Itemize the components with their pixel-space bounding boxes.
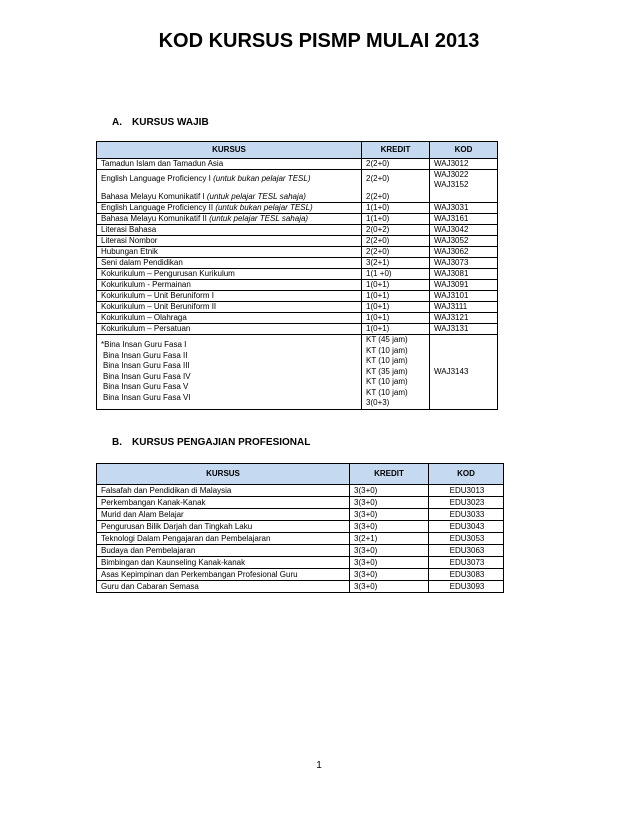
- course-name: English Language Proficiency II: [101, 203, 214, 212]
- column-header-kursus: KURSUS: [97, 142, 362, 159]
- table-row: [97, 258, 498, 269]
- credit-value: 2(2+0): [366, 174, 390, 183]
- table-row: [97, 280, 498, 291]
- code-cell: WAJ3091: [430, 280, 498, 291]
- section-b-letter: B.: [112, 437, 122, 448]
- course-name: Literasi Nombor: [101, 236, 158, 245]
- credit-cell: 1(0+1): [362, 324, 430, 335]
- credit-value: 2(2+0): [366, 192, 390, 201]
- course-name: Seni dalam Pendidikan: [101, 258, 183, 267]
- table-row: [97, 159, 498, 170]
- credit-cell: [362, 335, 430, 410]
- code-cell: WAJ3052: [430, 236, 498, 247]
- table-row: [97, 269, 498, 280]
- table-row: [97, 545, 504, 557]
- code-cell: EDU3043: [429, 521, 504, 533]
- course-cell: [97, 258, 362, 269]
- code-cell: EDU3033: [429, 509, 504, 521]
- code-value: WAJ3022: [434, 170, 469, 179]
- code-cell: EDU3063: [429, 545, 504, 557]
- course-note: (untuk pelajar TESL sahaja): [209, 214, 309, 223]
- credit-cell: 1(0+1): [362, 280, 430, 291]
- credit-value: KT (10 jam): [366, 387, 408, 397]
- table-row: [97, 557, 504, 569]
- course-cell: [97, 335, 362, 410]
- code-cell: WAJ3073: [430, 258, 498, 269]
- code-cell: EDU3013: [429, 485, 504, 497]
- course-name: Bina Insan Guru Fasa V: [103, 382, 189, 392]
- course-name: Bina Insan Guru Fasa IV: [103, 371, 191, 381]
- table-row: [97, 302, 498, 313]
- course-name: Kokurikulum – Persatuan: [101, 324, 191, 333]
- credit-cell: 3(2+1): [350, 533, 429, 545]
- course-name: Bina Insan Guru Fasa VI: [103, 392, 191, 402]
- course-cell: Pengurusan Bilik Darjah dan Tingkah Laku: [97, 521, 350, 533]
- credit-cell: 3(3+0): [350, 521, 429, 533]
- table-row: [97, 497, 504, 509]
- credit-value: KT (10 jam): [366, 377, 408, 386]
- code-cell: [430, 170, 498, 203]
- credit-cell: 3(3+0): [350, 569, 429, 581]
- credit-cell: 2(2+0): [362, 159, 430, 170]
- course-cell: [97, 236, 362, 247]
- course-cell: Bimbingan dan Kaunseling Kanak-kanak: [97, 557, 350, 569]
- table-row: [97, 236, 498, 247]
- course-name: Kokurikulum - Permainan: [101, 280, 191, 289]
- code-cell: WAJ3143: [430, 335, 498, 410]
- course-name: English Language Proficiency I: [101, 174, 211, 183]
- credit-cell: 3(3+0): [350, 581, 429, 593]
- column-header-kredit: KREDIT: [350, 464, 429, 485]
- course-name: Kokurikulum – Olahraga: [101, 313, 187, 322]
- code-cell: EDU3073: [429, 557, 504, 569]
- table-header-row: [97, 464, 504, 485]
- credit-cell: 3(2+1): [362, 258, 430, 269]
- course-name: Bahasa Melayu Komunikatif I: [101, 192, 205, 201]
- page-number: 1: [316, 760, 322, 771]
- credit-value: KT (45 jam): [366, 335, 408, 344]
- credit-cell: 2(2+0): [362, 236, 430, 247]
- course-note: (untuk bukan pelajar TESL): [215, 203, 313, 212]
- table-row: [97, 581, 504, 593]
- course-cell: Budaya dan Pembelajaran: [97, 545, 350, 557]
- course-name: Hubungan Etnik: [101, 247, 158, 256]
- credit-cell: 1(0+1): [362, 291, 430, 302]
- kursus-profesional-table: [96, 463, 504, 593]
- code-cell: WAJ3031: [430, 203, 498, 214]
- code-cell: WAJ3131: [430, 324, 498, 335]
- course-cell: Teknologi Dalam Pengajaran dan Pembelajaran: [97, 533, 350, 545]
- section-a-title: KURSUS WAJIB: [132, 117, 209, 128]
- course-name: Kokurikulum – Pengurusan Kurikulum: [101, 269, 235, 278]
- table-row: [97, 533, 504, 545]
- credit-cell: 1(1 +0): [362, 269, 430, 280]
- code-cell: WAJ3081: [430, 269, 498, 280]
- table-row: [97, 214, 498, 225]
- table-row: [97, 225, 498, 236]
- course-name: *Bina Insan Guru Fasa I: [101, 340, 187, 350]
- column-header-kursus: KURSUS: [97, 464, 350, 485]
- code-cell: WAJ3101: [430, 291, 498, 302]
- code-cell: WAJ3161: [430, 214, 498, 225]
- column-header-kredit: KREDIT: [362, 142, 430, 159]
- course-cell: [97, 280, 362, 291]
- course-cell: [97, 291, 362, 302]
- course-note: (untuk bukan pelajar TESL): [213, 174, 311, 183]
- table-row: [97, 324, 498, 335]
- course-name: Bahasa Melayu Komunikatif II: [101, 214, 207, 223]
- course-cell: Asas Kepimpinan dan Perkembangan Profesional Guru: [97, 569, 350, 581]
- section-a-letter: A.: [112, 117, 122, 128]
- course-cell: [97, 225, 362, 236]
- section-a-heading: [112, 117, 209, 128]
- table-row: [97, 509, 504, 521]
- table-row: [97, 203, 498, 214]
- credit-cell: 2(2+0): [362, 247, 430, 258]
- table-row: [97, 170, 498, 203]
- course-cell: [97, 159, 362, 170]
- document-title: KOD KURSUS PISMP MULAI 2013: [158, 30, 480, 52]
- code-cell: WAJ3012: [430, 159, 498, 170]
- course-cell: [97, 214, 362, 225]
- code-cell: WAJ3042: [430, 225, 498, 236]
- credit-value: KT (10 jam): [366, 356, 408, 365]
- course-cell: [97, 203, 362, 214]
- course-cell: [97, 324, 362, 335]
- code-cell: WAJ3111: [430, 302, 498, 313]
- course-name: Bina Insan Guru Fasa III: [103, 361, 190, 371]
- credit-value: KT (10 jam): [366, 345, 408, 355]
- credit-cell: 1(0+1): [362, 302, 430, 313]
- section-b-title: KURSUS PENGAJIAN PROFESIONAL: [132, 437, 311, 448]
- credit-cell: [362, 170, 430, 203]
- course-name: Literasi Bahasa: [101, 225, 157, 234]
- code-cell: EDU3053: [429, 533, 504, 545]
- course-cell: [97, 170, 362, 203]
- table-row: [97, 247, 498, 258]
- credit-value: 3(0+3): [366, 398, 390, 407]
- code-value: WAJ3152: [434, 180, 469, 189]
- credit-cell: 3(3+0): [350, 497, 429, 509]
- course-name: Kokurikulum – Unit Beruniform II: [101, 302, 217, 311]
- course-cell: Falsafah dan Pendidikan di Malaysia: [97, 485, 350, 497]
- code-cell: EDU3023: [429, 497, 504, 509]
- table-row: [97, 485, 504, 497]
- course-name: Kokurikulum – Unit Beruniform I: [101, 291, 214, 300]
- section-b-heading: [112, 437, 310, 448]
- course-cell: Perkembangan Kanak-Kanak: [97, 497, 350, 509]
- credit-cell: 2(0+2): [362, 225, 430, 236]
- credit-cell: 3(3+0): [350, 485, 429, 497]
- table-row: [97, 569, 504, 581]
- course-cell: [97, 247, 362, 258]
- credit-cell: 3(3+0): [350, 557, 429, 569]
- course-cell: [97, 269, 362, 280]
- table-row: [97, 335, 498, 410]
- kursus-wajib-table: [96, 141, 498, 410]
- table-row: [97, 291, 498, 302]
- credit-cell: 1(1+0): [362, 214, 430, 225]
- course-name: Tamadun Islam dan Tamadun Asia: [101, 159, 224, 168]
- course-cell: Murid dan Alam Belajar: [97, 509, 350, 521]
- table-row: [97, 521, 504, 533]
- credit-cell: 1(0+1): [362, 313, 430, 324]
- column-header-kod: KOD: [430, 142, 498, 159]
- code-cell: WAJ3121: [430, 313, 498, 324]
- column-header-kod: KOD: [429, 464, 504, 485]
- code-cell: WAJ3062: [430, 247, 498, 258]
- course-note: (untuk pelajar TESL sahaja): [206, 192, 306, 201]
- credit-cell: 3(3+0): [350, 509, 429, 521]
- code-cell: EDU3083: [429, 569, 504, 581]
- credit-cell: 3(3+0): [350, 545, 429, 557]
- credit-cell: 1(1+0): [362, 203, 430, 214]
- table-row: [97, 313, 498, 324]
- credit-value: KT (35 jam): [366, 366, 408, 376]
- course-cell: [97, 302, 362, 313]
- code-cell: EDU3093: [429, 581, 504, 593]
- course-cell: [97, 313, 362, 324]
- course-name: Bina Insan Guru Fasa II: [103, 350, 188, 360]
- course-cell: Guru dan Cabaran Semasa: [97, 581, 350, 593]
- table-header-row: [97, 142, 498, 159]
